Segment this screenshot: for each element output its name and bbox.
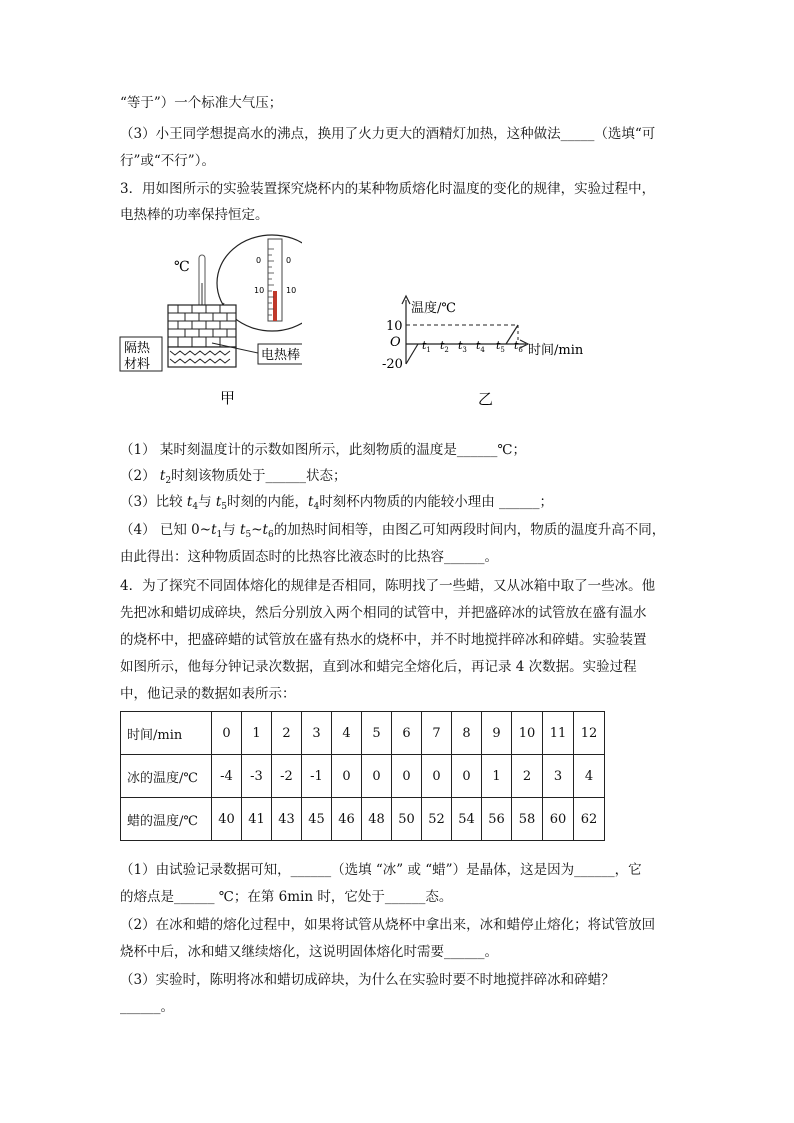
table-cell: 58 [512,798,543,841]
table-cell: 46 [332,798,362,841]
table-cell: 11 [543,712,574,755]
figure-yi-graph [378,292,598,410]
table-cell: 2 [272,712,302,755]
figure-caption: 甲 [220,389,236,407]
table-cell: 56 [482,798,512,841]
table-cell: 10 [512,712,543,755]
table-cell: -4 [212,755,242,798]
question-3-part-3: （3）比较 $t_4$与 $t_5$时刻的内能，$t_4$时刻杯内物质的内能较小理由 ______； [120,494,553,512]
x-axis-label: 时间/min [528,343,584,358]
question-4-part-2-cont: 烧杯中后，冰和蜡又继续熔化，这说明固体熔化时需要______。 [120,944,498,960]
table-cell: 2 [512,755,543,798]
table-cell: 8 [452,712,482,755]
question-4-part-3-cont: ______。 [120,999,174,1015]
table-cell: -1 [302,755,332,798]
table-cell: 0 [212,712,242,755]
table-cell: 40 [212,798,242,841]
figure-caption: 乙 [478,390,494,408]
brick-container [168,305,236,347]
table-cell: 4 [332,712,362,755]
zoom-tick: 10 [286,286,297,295]
text-line: （3）小王同学想提高水的沸点，换用了火力更大的酒精灯加热，这种做法_____（选填“可 [120,126,656,142]
table-row [121,798,605,841]
table-cell: 3 [543,755,574,798]
table-cell: 6 [392,712,422,755]
insulation-label: 材料 [124,357,151,372]
question-3-part-4-cont: 由此得出：这种物质固态时的比热容比液态时的比热容______。 [120,549,498,565]
question-4-stem: 4．为了探究不同固体熔化的规律是否相同，陈明找了一些蜡，又从冰箱中取了一些冰。他 [120,578,656,594]
x-tick-label: $t_4$ [476,339,485,354]
question-4-stem: 先把冰和蜡切成碎块，然后分别放入两个相同的试管中，并把盛碎冰的试管放在盛有温水 [120,605,647,621]
table-row [121,755,605,798]
table-cell: 43 [272,798,302,841]
origin-label: O [390,335,401,350]
question-4-part-1-cont: 的熔点是______ ℃；在第 6min 时，它处于______态。 [120,889,453,905]
table-cell: 50 [392,798,422,841]
x-tick-label: $t_1$ [422,339,431,354]
question-3-part-1: （1） 某时刻温度计的示数如图所示，此刻物质的温度是______℃； [120,442,526,458]
table-cell: 9 [482,712,512,755]
question-4-part-3: （3）实验时，陈明将冰和蜡切成碎块，为什么在实验时要不时地搅拌碎冰和碎蜡？ [120,972,615,988]
x-tick-label: $t_3$ [458,339,467,354]
temperature-table [120,711,605,841]
table-cell: 0 [362,755,392,798]
table-cell: 3 [302,712,332,755]
table-cell: -2 [272,755,302,798]
table-row [121,712,605,755]
question-3-part-4: （4） 已知 $0\sim t_1$与 $t_5\sim t_6$的加热时间相等，由图乙可知两段时间内，物质的温度升高不同， [120,522,666,540]
y-tick-label: 10 [386,319,403,334]
heater-base [168,347,236,367]
zoom-tick: 10 [254,286,265,295]
figure-jia [112,233,302,413]
question-4-stem: 中，他记录的数据如表所示： [120,686,296,702]
table-cell: 12 [574,712,605,755]
zoom-tick: 0 [286,256,292,265]
table-cell: 45 [302,798,332,841]
zoom-tick: 0 [256,256,262,265]
row-header: 时间/min [121,712,212,755]
text-line: “等于”）一个标准大气压； [120,95,283,111]
table-cell: 7 [422,712,452,755]
question-4-stem: 如图所示，他每分钟记录次数据，直到冰和蜡完全熔化后，再记录 4 次数据。实验过程 [120,659,637,675]
insulation-label: 隔热 [124,341,151,356]
table-cell: 1 [242,712,272,755]
table-cell: 5 [362,712,392,755]
table-cell: -3 [242,755,272,798]
question-4-part-2: （2）在冰和蜡的熔化过程中，如果将试管从烧杯中拿出来，冰和蜡停止熔化；将试管放回 [120,917,656,933]
table-cell: 0 [452,755,482,798]
table-cell: 1 [482,755,512,798]
table-cell: 54 [452,798,482,841]
heating-curve [406,344,418,364]
heater-label: 电热棒 [261,348,301,363]
table-cell: 0 [422,755,452,798]
question-4-stem: 的烧杯中，把盛碎蜡的试管放在盛有热水的烧杯中，并不时地搅拌碎冰和碎蜡。实验装置 [120,632,647,648]
table-cell: 41 [242,798,272,841]
table-cell: 0 [332,755,362,798]
thermometer-liquid [273,291,277,321]
x-tick-label: $t_2$ [440,339,449,354]
y-axis-label: 温度/℃ [411,301,456,316]
table-cell: 4 [574,755,605,798]
y-tick-label: -20 [382,357,403,372]
row-header: 冰的温度/℃ [121,755,212,798]
table-cell: 52 [422,798,452,841]
question-3-stem: 3．用如图所示的实验装置探究烧杯内的某种物质熔化时温度的变化的规律，实验过程中， [120,181,656,197]
row-header: 蜡的温度/℃ [121,798,212,841]
table-cell: 60 [543,798,574,841]
x-tick-label: $t_6$ [514,339,523,354]
table-cell: 0 [392,755,422,798]
question-3-part-2: （2） $t_2$时刻该物质处于______状态； [120,468,347,486]
table-cell: 48 [362,798,392,841]
table-cell: 62 [574,798,605,841]
unit-label: ℃ [174,259,190,275]
x-tick-label: $t_5$ [496,339,505,354]
question-4-part-1: （1）由试验记录数据可知，______（选填 “冰” 或 “蜡”）是晶体，这是因为______，它 [120,862,642,878]
text-line: 行”或“不行”）。 [120,153,215,169]
question-3-stem: 电热棒的功率保持恒定。 [120,207,269,223]
